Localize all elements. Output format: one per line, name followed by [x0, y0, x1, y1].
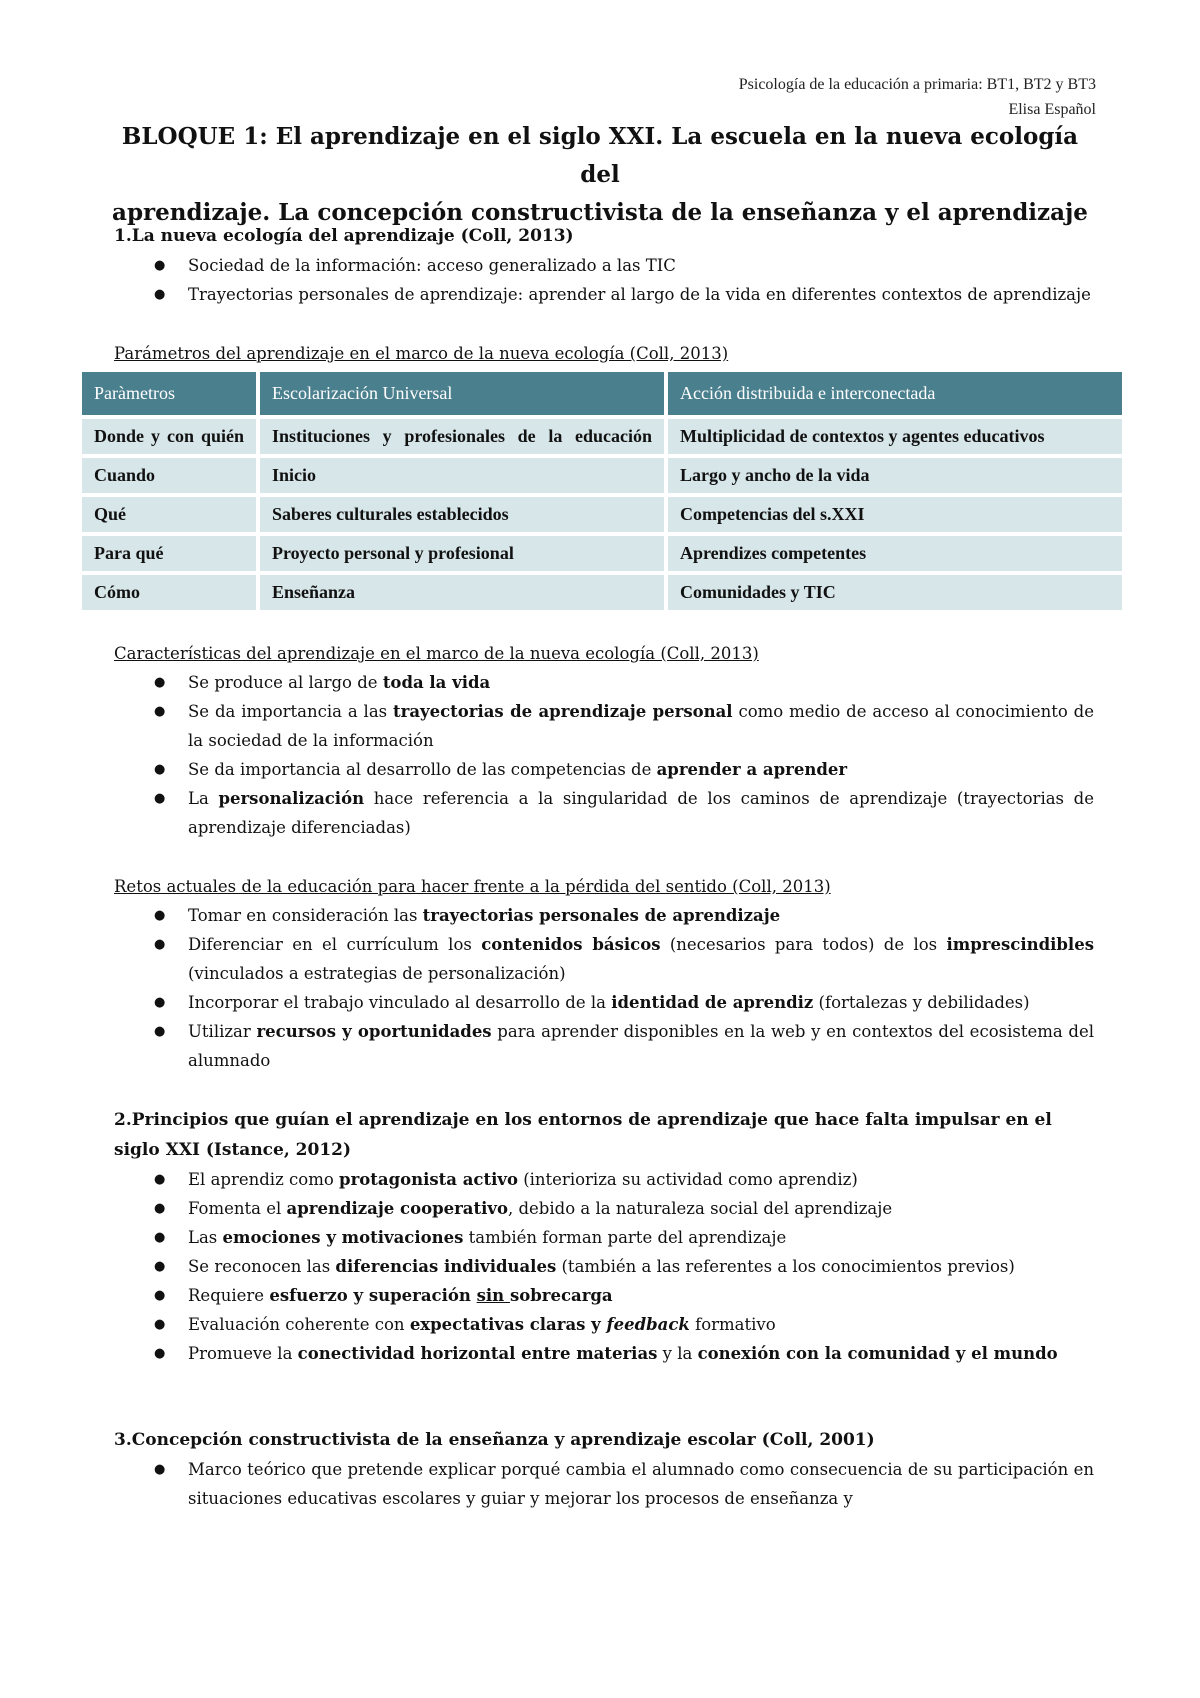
table-caption: Parámetros del aprendizaje en el marco de la nueva ecología (Coll, 2013) [114, 344, 729, 363]
table-cell: Proyecto personal y profesional [260, 536, 664, 571]
table-row [82, 575, 1122, 610]
title-line-2: aprendizaje. La concepción constructivista de la enseñanza y el aprendizaje [112, 199, 1088, 226]
table-row [82, 497, 1122, 532]
section-1-heading: 1.La nueva ecología del aprendizaje (Coll, 2013) [114, 226, 574, 246]
list-item: ● Diferenciar en el currículum los contenidos básicos (necesarios para todos) de los imprescindibles (vinculados a estrategias de personalización) [114, 930, 1094, 988]
list-item: ● Tomar en consideración las trayectorias personales de aprendizaje [114, 901, 1094, 930]
list-item: ● Trayectorias personales de aprendizaje: aprender al largo de la vida en diferentes contextos de aprendizaje [114, 280, 1094, 309]
page-header [739, 72, 1096, 122]
table-cell: Inicio [260, 458, 664, 493]
table-cell: Comunidades y TIC [668, 575, 1122, 610]
caracteristicas-list [114, 668, 1094, 842]
header-course: Psicología de la educación a primaria: BT1, BT2 y BT3 [738, 76, 1096, 93]
parameters-table [78, 368, 1126, 614]
table-header-cell: Acción distribuida e interconectada [668, 372, 1122, 415]
table-row [82, 458, 1122, 493]
table-cell: Instituciones y profesionales de la educación [260, 419, 664, 454]
table-header-row [82, 372, 1122, 415]
caracteristicas-heading: Características del aprendizaje en el marco de la nueva ecología (Coll, 2013) [114, 644, 759, 663]
table-cell: Para qué [82, 536, 256, 571]
table-cell: Cómo [82, 575, 256, 610]
list-item: ● Requiere esfuerzo y superación sin sobrecarga [114, 1281, 1094, 1310]
title-line-1: BLOQUE 1: El aprendizaje en el siglo XXI. La escuela en la nueva ecología del [121, 123, 1079, 188]
list-item: ● Marco teórico que pretende explicar porqué cambia el alumnado como consecuencia de su participación en situaciones educativas escolares y guiar y mejorar los procesos de enseñanza y [114, 1455, 1094, 1513]
table-row [82, 419, 1122, 454]
table-cell: Aprendizes competentes [668, 536, 1122, 571]
table-cell: Qué [82, 497, 256, 532]
table-cell: Largo y ancho de la vida [668, 458, 1122, 493]
list-item: ● La personalización hace referencia a la singularidad de los caminos de aprendizaje (trayectorias de aprendizaje diferenciadas) [114, 784, 1094, 842]
section-3-list [114, 1455, 1094, 1513]
table-cell: Cuando [82, 458, 256, 493]
list-item: ● Se da importancia al desarrollo de las competencias de aprender a aprender [114, 755, 1094, 784]
list-item: ● Se produce al largo de toda la vida [114, 668, 1094, 697]
table-cell: Enseñanza [260, 575, 664, 610]
section-2-heading: 2.Principios que guían el aprendizaje en los entornos de aprendizaje que hace falta impulsar en el siglo XXI (Istance, 2012) [114, 1110, 1052, 1160]
header-author: Elisa Español [1008, 101, 1096, 118]
list-item: ● Se da importancia a las trayectorias de aprendizaje personal como medio de acceso al conocimiento de la sociedad de la información [114, 697, 1094, 755]
table-cell: Saberes culturales establecidos [260, 497, 664, 532]
table-header-cell: Escolarización Universal [260, 372, 664, 415]
table-cell: Donde y con quién [82, 419, 256, 454]
list-item: ● Fomenta el aprendizaje cooperativo, debido a la naturaleza social del aprendizaje [114, 1194, 1094, 1223]
table-row [82, 536, 1122, 571]
list-item: ● Las emociones y motivaciones también forman parte del aprendizaje [114, 1223, 1094, 1252]
retos-list [114, 901, 1094, 1075]
section-2-list [114, 1165, 1094, 1368]
table-cell: Competencias del s.XXI [668, 497, 1122, 532]
document-body [94, 222, 1094, 1513]
list-item: ● Utilizar recursos y oportunidades para aprender disponibles en la web y en contextos del ecosistema del alumnado [114, 1017, 1094, 1075]
list-item: ● Incorporar el trabajo vinculado al desarrollo de la identidad de aprendiz (fortalezas y debilidades) [114, 988, 1094, 1017]
list-item: ● Evaluación coherente con expectativas claras y feedback formativo [114, 1310, 1094, 1339]
list-item: ● Se reconocen las diferencias individuales (también a las referentes a los conocimientos previos) [114, 1252, 1094, 1281]
list-item: ● Sociedad de la información: acceso generalizado a las TIC [114, 251, 1094, 280]
list-item: ● El aprendiz como protagonista activo (interioriza su actividad como aprendiz) [114, 1165, 1094, 1194]
section-3-heading: 3.Concepción constructivista de la enseñanza y aprendizaje escolar (Coll, 2001) [114, 1430, 875, 1450]
document-title [110, 118, 1090, 232]
section-1-list [114, 251, 1094, 309]
table-cell: Multiplicidad de contextos y agentes educativos [668, 419, 1122, 454]
list-item: ● Promueve la conectividad horizontal entre materias y la conexión con la comunidad y el mundo [114, 1339, 1094, 1368]
retos-heading: Retos actuales de la educación para hacer frente a la pérdida del sentido (Coll, 2013) [114, 877, 831, 896]
table-header-cell: Paràmetros [82, 372, 256, 415]
